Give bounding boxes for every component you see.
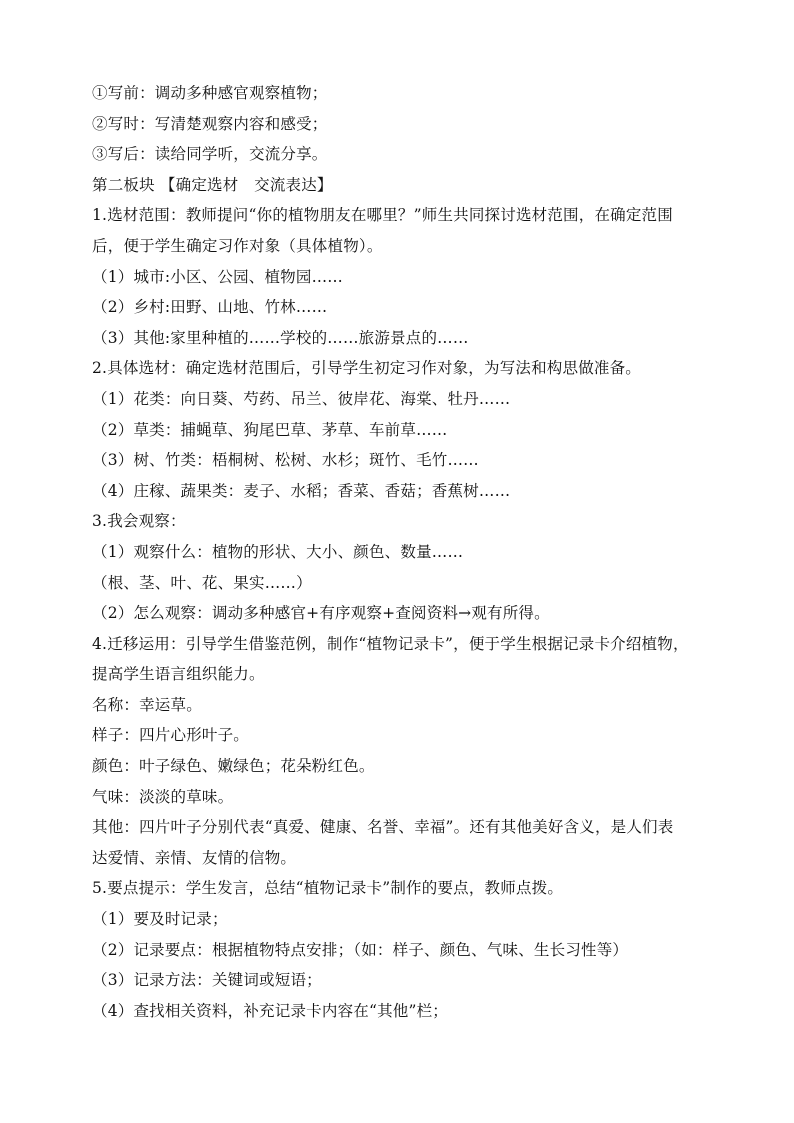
text-line: （2）草类：捕蝇草、狗尾巴草、茅草、车前草…… [92,420,448,439]
text-line: 提高学生语言组织能力。 [92,665,265,684]
text-line: ③写后：读给同学听，交流分享。 [92,145,328,164]
document-body [92,78,722,1026]
section-heading: 第二板块 【确定选材 交流表达】 [92,175,333,194]
text-line: （1）观察什么：植物的形状、大小、颜色、数量…… [92,542,464,561]
text-line: （1）花类：向日葵、芍药、吊兰、彼岸花、海棠、牡丹…… [92,389,511,408]
text-line: 2.具体选材：确定选材范围后，引导学生初定习作对象，为写法和构思做准备。 [92,359,641,378]
text-line: 达爱情、亲情、友情的信物。 [92,848,297,867]
text-line: 5.要点提示：学生发言，总结“植物记录卡”制作的要点，教师点拨。 [92,879,564,898]
text-line: ②写时：写清楚观察内容和感受； [92,114,328,133]
text-line: 其他：四片叶子分别代表“真爱、健康、名誉、幸福”。还有其他美好含义，是人们表 [92,818,674,837]
text-line: （2）记录要点：根据植物特点安排；（如：样子、颜色、气味、生长习性等） [92,940,629,959]
text-line: （1）城市:小区、公园、植物园…… [92,267,343,286]
text-line: （3）记录方法：关键词或短语； [92,971,322,990]
text-line: （根、茎、叶、花、果实……） [92,573,312,592]
text-line: ①写前：调动多种感官观察植物； [92,84,328,102]
text-line: （2）怎么观察：调动多种感官+有序观察+查阅资料→观有所得。 [92,604,550,623]
text-line: （3）树、竹类：梧桐树、松树、水杉；斑竹、毛竹…… [92,451,479,470]
text-line: 样子：四片心形叶子。 [92,726,250,745]
text-line: 后，便于学生确定习作对象（具体植物）。 [92,236,383,255]
text-line: （1）要及时记录； [92,910,228,929]
text-line: （3）其他:家里种植的……学校的……旅游景点的…… [92,328,469,347]
text-line: （4）庄稼、蔬果类：麦子、水稻；香菜、香菇；香蕉树…… [92,481,511,500]
text-line: 颜色：叶子绿色、嫩绿色；花朵粉红色。 [92,757,375,776]
text-line: （4）查找相关资料，补充记录卡内容在“其他”栏； [92,1001,449,1020]
text-line: 名称：幸运草。 [92,695,202,714]
text-line: 气味：淡淡的草味。 [92,787,234,806]
text-line: 1.选材范围：教师提问“你的植物朋友在哪里？”师生共同探讨选材范围，在确定范围 [92,206,673,225]
text-line: 4.迁移运用：引导学生借鉴范例，制作“植物记录卡”，便于学生根据记录卡介绍植物， [92,634,689,653]
text-line: 3.我会观察： [92,512,186,531]
text-line: （2）乡村:田野、山地、竹林…… [92,298,328,317]
